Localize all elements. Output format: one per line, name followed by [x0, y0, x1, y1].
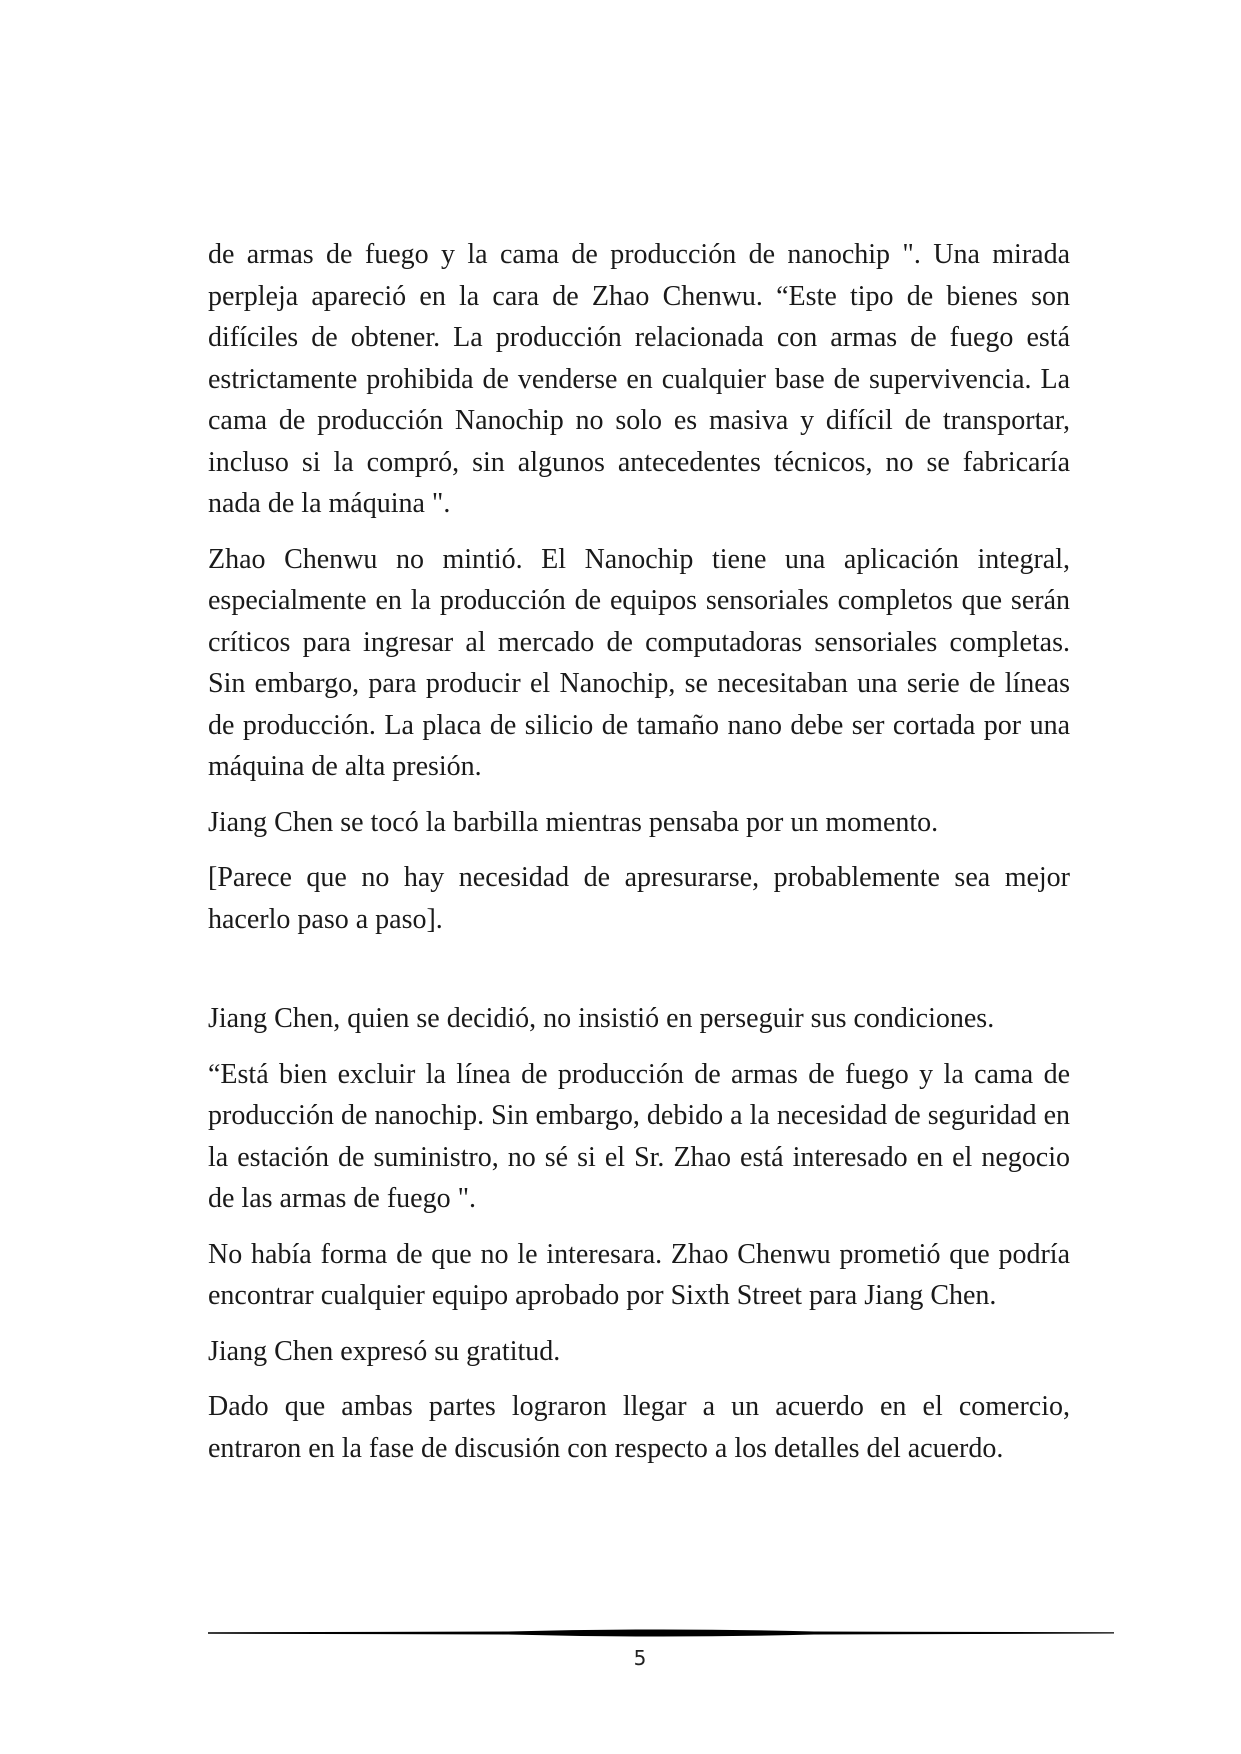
- footer-rule: [208, 1626, 1114, 1640]
- section-gap: [208, 954, 1070, 998]
- paragraph: de armas de fuego y la cama de producción de nanochip ". Una mirada perpleja apareció en la cara de Zhao Chenwu. “Este tipo de bienes son difíciles de obtener. La producción relacionada con armas de fuego está estrictamente prohibida de venderse en cualquier base de supervivencia. La cama de producción Nanochip no solo es masiva y difícil de transportar, incluso si la compró, sin algunos antecedentes técnicos, no se fabricaría nada de la máquina ".: [208, 239, 1070, 519]
- paragraph: Jiang Chen expresó su gratitud.: [208, 1335, 561, 1367]
- paragraph: “Está bien excluir la línea de producción de armas de fuego y la cama de producción de nanochip. Sin embargo, debido a la necesidad de seguridad en la estación de suministro, no sé si el Sr. Zhao está interesado en el negocio de las armas de fuego ".: [208, 1058, 1070, 1214]
- paragraph: [Parece que no hay necesidad de apresurarse, probablemente sea mejor hacerlo paso a paso].: [208, 862, 1070, 935]
- body-text: [208, 234, 1070, 1483]
- paragraph: No había forma de que no le interesara. Zhao Chenwu prometió que podría encontrar cualquier equipo aprobado por Sixth Street para Jiang Chen.: [208, 1238, 1070, 1311]
- paragraph: Jiang Chen se tocó la barbilla mientras pensaba por un momento.: [208, 806, 939, 838]
- page-number: 5: [633, 1646, 647, 1670]
- paragraph: Dado que ambas partes lograron llegar a un acuerdo en el comercio, entraron en la fase de discusión con respecto a los detalles del acuerdo.: [208, 1391, 1070, 1464]
- paragraph: Jiang Chen, quien se decidió, no insistió en perseguir sus condiciones.: [208, 1003, 995, 1034]
- paragraph: Zhao Chenwu no mintió. El Nanochip tiene una aplicación integral, especialmente en la producción de equipos sensoriales completos que serán críticos para ingresar al mercado de computadoras sensoriales completas. Sin embargo, para producir el Nanochip, se necesitaban una serie de líneas de producción. La placa de silicio de tamaño nano debe ser cortada por una máquina de alta presión.: [208, 543, 1070, 782]
